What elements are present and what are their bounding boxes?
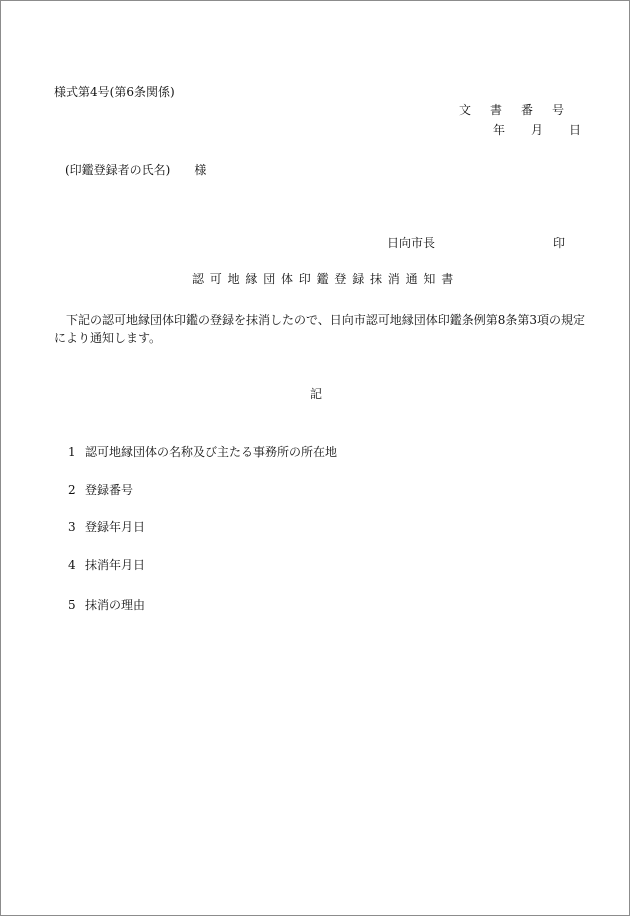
item-label: 認可地縁団体の名称及び主たる事務所の所在地 <box>85 445 338 459</box>
list-item <box>68 520 145 535</box>
body-text-line-1 <box>54 313 585 328</box>
ki-heading: 記 <box>310 387 323 401</box>
date-label: 年月日 <box>493 123 608 137</box>
issuer-name: 日向市長 <box>387 236 436 250</box>
form-number: 様式第4号(第6条関係) <box>54 85 175 99</box>
list-item <box>68 598 145 613</box>
item-label: 登録番号 <box>85 483 134 497</box>
item-label: 抹消の理由 <box>85 598 146 612</box>
item-label: 登録年月日 <box>85 520 146 534</box>
item-number: 1 <box>68 445 76 459</box>
list-item <box>68 445 337 460</box>
list-item <box>68 558 145 573</box>
body-text-line-1-content: 下記の認可地縁団体印鑑の登録を抹消したので、日向市認可地縁団体印鑑条例第8条第3項の規定 <box>66 313 586 327</box>
item-number: 2 <box>68 483 76 497</box>
body-text-line-2: により通知します。 <box>54 331 162 345</box>
item-number: 5 <box>68 598 76 612</box>
list-item <box>68 483 133 498</box>
document-number-label: 文書番号 <box>459 103 584 117</box>
item-number: 4 <box>68 558 76 572</box>
document-title: 認可地縁団体印鑑登録抹消通知書 <box>192 272 460 286</box>
seal-mark: 印 <box>553 236 566 250</box>
item-number: 3 <box>68 520 76 534</box>
addressee-line: (印鑑登録者の氏名) 様 <box>65 163 207 177</box>
item-label: 抹消年月日 <box>85 558 146 572</box>
